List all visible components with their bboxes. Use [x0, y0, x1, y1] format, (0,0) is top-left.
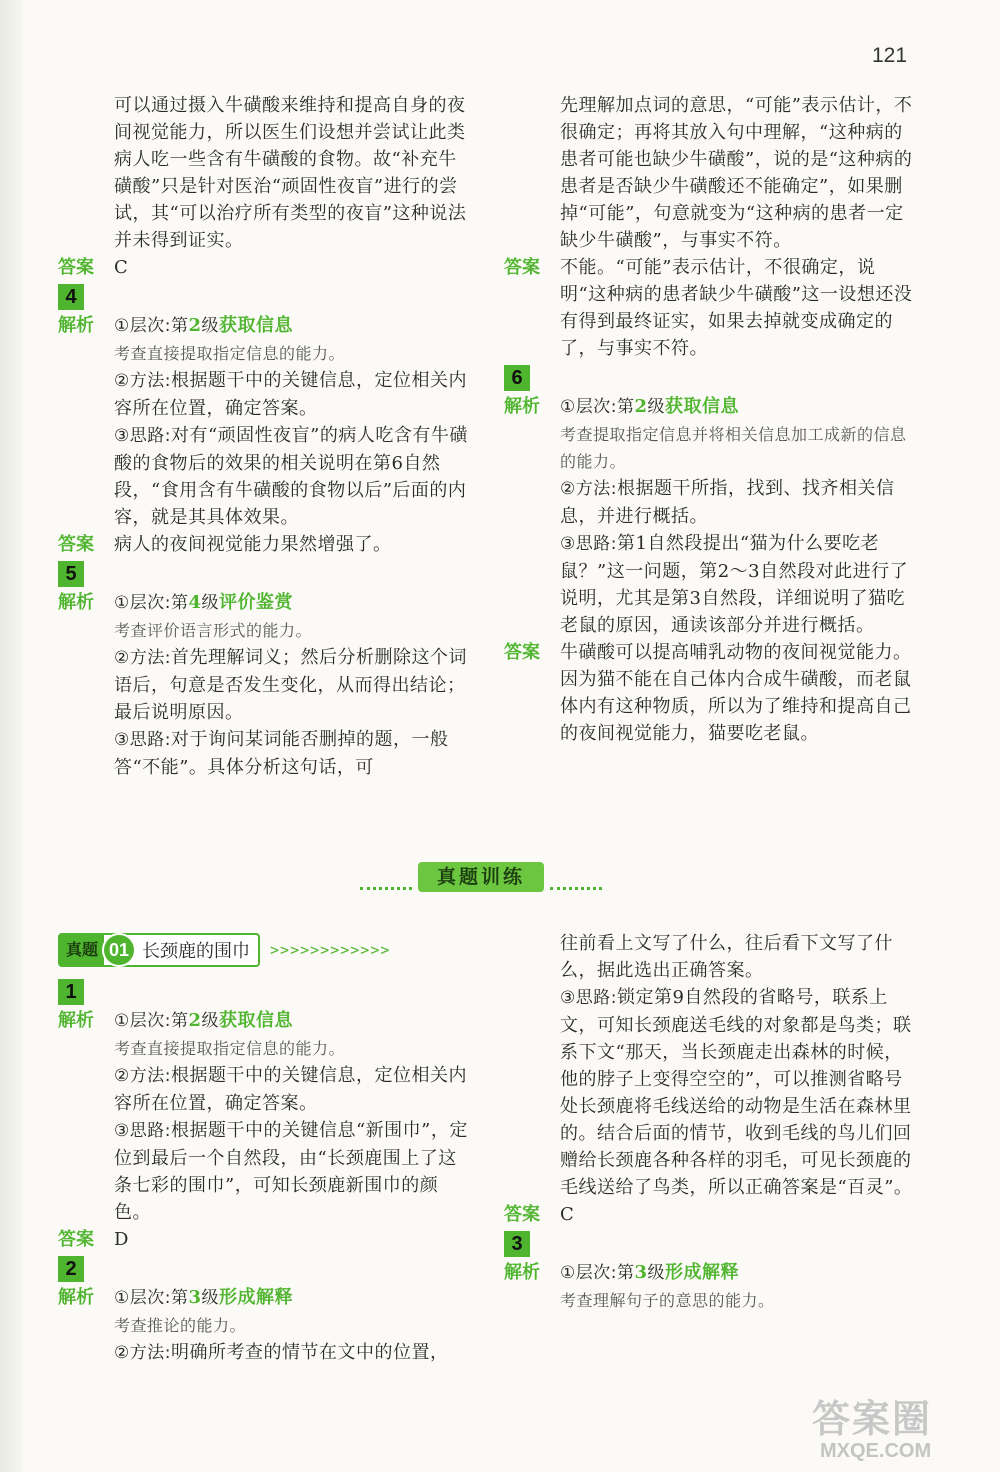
question-number-4: 4 — [58, 281, 468, 312]
answer-block-q4: 答案 病人的夜间视觉能力果然增强了。 — [58, 531, 468, 558]
analysis-label: 解析 — [504, 1262, 540, 1283]
right-column-bottom — [504, 930, 914, 1314]
watermark-url: MXQE.COM — [820, 1440, 932, 1462]
analysis-block-q4: 解析 ①层次:第2级获取信息 考查直接提取指定信息的能力。 ②方法:根据题干中的关键信息，定位相关内容所在位置，确定答案。 ③思路:对有“顽固性夜盲”的病人吃含有牛磺酸的食物后的效果的相关说明在第6自然段，“食用含有牛磺酸的食物以后”后面的内容，就是其具体效果。 — [58, 312, 468, 531]
answer-block-e1: 答案 D — [58, 1226, 468, 1253]
answer-text: C — [114, 257, 129, 278]
q3-analysis-continuation: 可以通过摄入牛磺酸来维持和提高自身的夜间视觉能力，所以医生们设想并尝试让此类病人吃一些含有牛磺酸的食物。故“补充牛磺酸”只是针对医治“顽固性夜盲”进行的尝试，其“可以治疗所有类型的夜盲”这种说法并未得到证实。 — [114, 95, 467, 251]
answer-block-q5: 答案 不能。“可能”表示估计，不很确定，说明“这种病的患者缺少牛磺酸”这一设想还没有得到最终证实，如果去掉就变成确定的了，与事实不符。 — [504, 254, 914, 362]
dotted-rule-left — [360, 887, 412, 890]
answer-label: 答案 — [58, 1229, 94, 1250]
answer-label: 答案 — [58, 534, 94, 555]
analysis-label: 解析 — [504, 396, 540, 417]
answer-label: 答案 — [504, 257, 540, 278]
dotted-rule-right — [550, 887, 602, 890]
question-number-2: 2 — [58, 1253, 468, 1284]
e2-analysis-continuation: 往前看上文写了什么，往后看下文写了什么，据此选出正确答案。 ③思路:锁定第9自然段的省略号，联系上文，可知长颈鹿送毛线的对象都是鸟类；联系下文“那天，当长颈鹿走出森林的时候，他的脖子上变得空空的”，可以推测省略号处长颈鹿将毛线送给的动物是生活在森林里的。结合后面的情节，收到毛线的鸟儿们回赠给长颈鹿各种各样的羽毛，可见长颈鹿的毛线送给了鸟类，所以正确答案是“百灵”。 — [560, 933, 913, 1198]
question-number-1: 1 — [58, 976, 468, 1007]
left-column-bottom — [58, 932, 468, 1367]
analysis-block-q5: 解析 ①层次:第4级评价鉴赏 考查评价语言形式的能力。 ②方法:首先理解词义；然后分析删除这个词语后，句意是否发生变化，从而得出结论；最后说明原因。 ③思路:对于询问某词能否删掉的题，一般答“不能”。具体分析这句话，可 — [58, 589, 468, 781]
left-column-top — [58, 92, 468, 781]
section-heading — [360, 858, 600, 898]
analysis-block-q6: 解析 ①层次:第2级获取信息 考查提取指定信息并将相关信息加工成新的信息的能力。 ②方法:根据题干所指，找到、找齐相关信息，并进行概括。 ③思路:第1自然段提出“猫为什么要吃老鼠？”这一问题，第2～3自然段对此进行了说明，尤其是第3自然段，详细说明了猫吃老鼠的原因，通读该部分并进行概括。 — [504, 393, 914, 639]
exam-title: 长颈鹿的围巾 — [142, 941, 251, 962]
analysis-label: 解析 — [58, 315, 94, 336]
page-number: 121 — [872, 44, 908, 67]
answer-block-e2: 答案 C — [504, 1201, 914, 1228]
analysis-block-e2: 解析 ①层次:第3级形成解释 考查推论的能力。 ②方法:明确所考查的情节在文中的位置， — [58, 1284, 468, 1367]
exam-label: 真题 — [60, 935, 104, 965]
arrow-decoration: >>>>>>>>>>>> — [270, 941, 391, 959]
exam-header — [58, 932, 468, 968]
answer-label: 答案 — [504, 1204, 540, 1225]
answer-block-q3 — [58, 254, 468, 281]
analysis-label: 解析 — [58, 592, 94, 613]
watermark-logo: 答案圈 — [812, 1397, 933, 1441]
page-margin-shadow — [0, 0, 22, 1472]
exam-number: 01 — [102, 933, 136, 967]
q5-analysis-continuation: 先理解加点词的意思，“可能”表示估计，不很确定；再将其放入句中理解，“这种病的患者可能也缺少牛磺酸”，说的是“这种病的患者是否缺少牛磺酸还不能确定”，如果删掉“可能”，句意就变为“这种病的患者一定缺少牛磺酸”，与事实不符。 — [560, 95, 913, 251]
right-column-top — [504, 92, 914, 747]
analysis-block-e1: 解析 ①层次:第2级获取信息 考查直接提取指定信息的能力。 ②方法:根据题干中的关键信息，定位相关内容所在位置，确定答案。 ③思路:根据题干中的关键信息“新围巾”，定位到最后一个自然段，由“长颈鹿围上了这条七彩的围巾”，可知长颈鹿新围巾的颜色。 — [58, 1007, 468, 1226]
question-number-5: 5 — [58, 558, 468, 589]
question-number-6: 6 — [504, 362, 914, 393]
answer-label: 答案 — [504, 642, 540, 663]
question-number-3: 3 — [504, 1228, 914, 1259]
answer-label: 答案 — [58, 257, 94, 278]
section-title: 真题训练 — [418, 862, 544, 892]
analysis-block-e3: 解析 ①层次:第3级形成解释 考查理解句子的意思的能力。 — [504, 1259, 914, 1314]
analysis-label: 解析 — [58, 1010, 94, 1031]
analysis-label: 解析 — [58, 1287, 94, 1308]
answer-block-q6: 答案 牛磺酸可以提高哺乳动物的夜间视觉能力。因为猫不能在自己体内合成牛磺酸，而老鼠体内有这种物质，所以为了维持和提高自己的夜间视觉能力，猫要吃老鼠。 — [504, 639, 914, 747]
